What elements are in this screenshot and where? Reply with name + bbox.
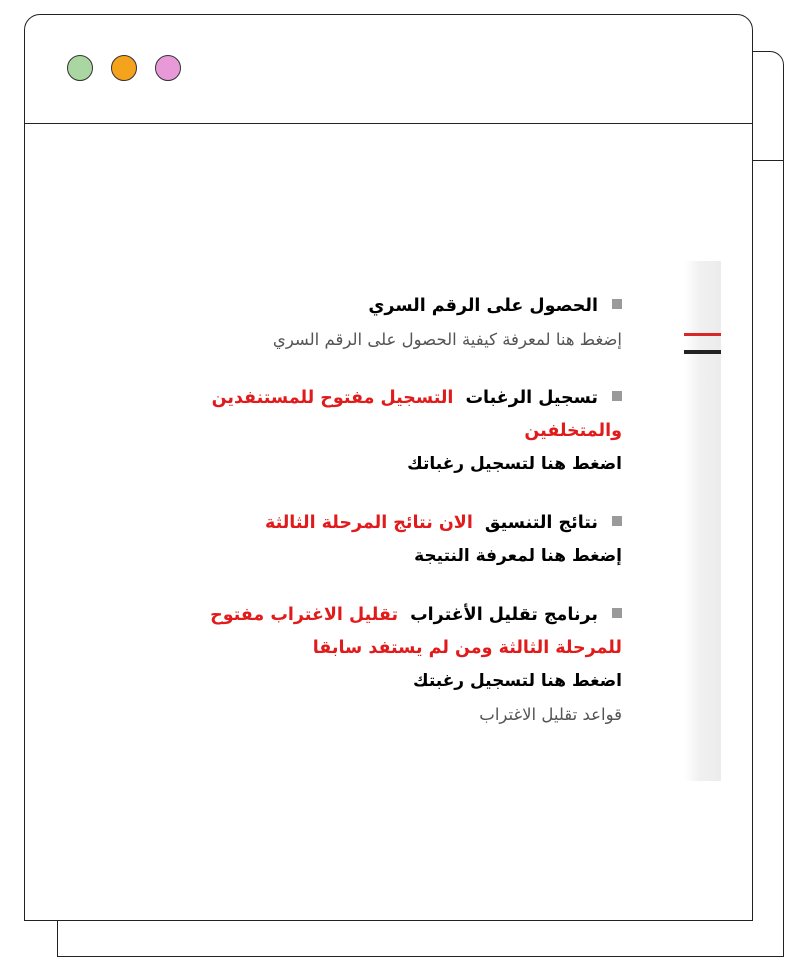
page-side-strip — [684, 261, 721, 781]
link-view-result[interactable]: إضغط هنا لمعرفة النتيجة — [414, 546, 622, 566]
link-register-preferences[interactable]: اضغط هنا لتسجيل رغباتك — [407, 454, 622, 474]
section-highlight: الان نتائج المرحلة الثالثة — [264, 513, 473, 533]
section-title: تسجيل الرغبات — [465, 388, 598, 408]
flag-stripe-red — [684, 333, 721, 336]
link-secret-number-info[interactable]: إضغط هنا لمعرفة كيفية الحصول على الرقم السري — [272, 330, 622, 349]
bullet-square-icon — [612, 516, 622, 526]
bullet-square-icon — [612, 391, 622, 401]
window-titlebar — [25, 15, 752, 124]
link-alienation-rules[interactable]: قواعد تقليل الاغتراب — [479, 705, 622, 724]
flag-stripe-black — [684, 350, 721, 354]
section-highlight: التسجيل مفتوح للمستنفدين والمتخلفين — [211, 388, 622, 441]
link-register-preference[interactable]: اضغط هنا لتسجيل رغبتك — [412, 671, 622, 691]
section-title: برنامج تقليل الأغتراب — [410, 605, 598, 625]
section-title: الحصول على الرقم السري — [368, 296, 598, 316]
section-highlight: تقليل الاغتراب مفتوح للمرحلة الثالثة ومن لم يستفد سابقا — [210, 605, 622, 658]
section-reduce-alienation — [150, 599, 622, 731]
section-title: نتائج التنسيق — [484, 513, 598, 533]
window-button-green[interactable] — [67, 55, 93, 81]
window-button-orange[interactable] — [111, 55, 137, 81]
section-preferences-registration — [150, 382, 622, 481]
window-button-pink[interactable] — [155, 55, 181, 81]
content-list — [150, 290, 622, 757]
section-secret-number — [150, 290, 622, 356]
section-coordination-results — [150, 507, 622, 573]
bullet-square-icon — [612, 299, 622, 309]
bullet-square-icon — [612, 608, 622, 618]
